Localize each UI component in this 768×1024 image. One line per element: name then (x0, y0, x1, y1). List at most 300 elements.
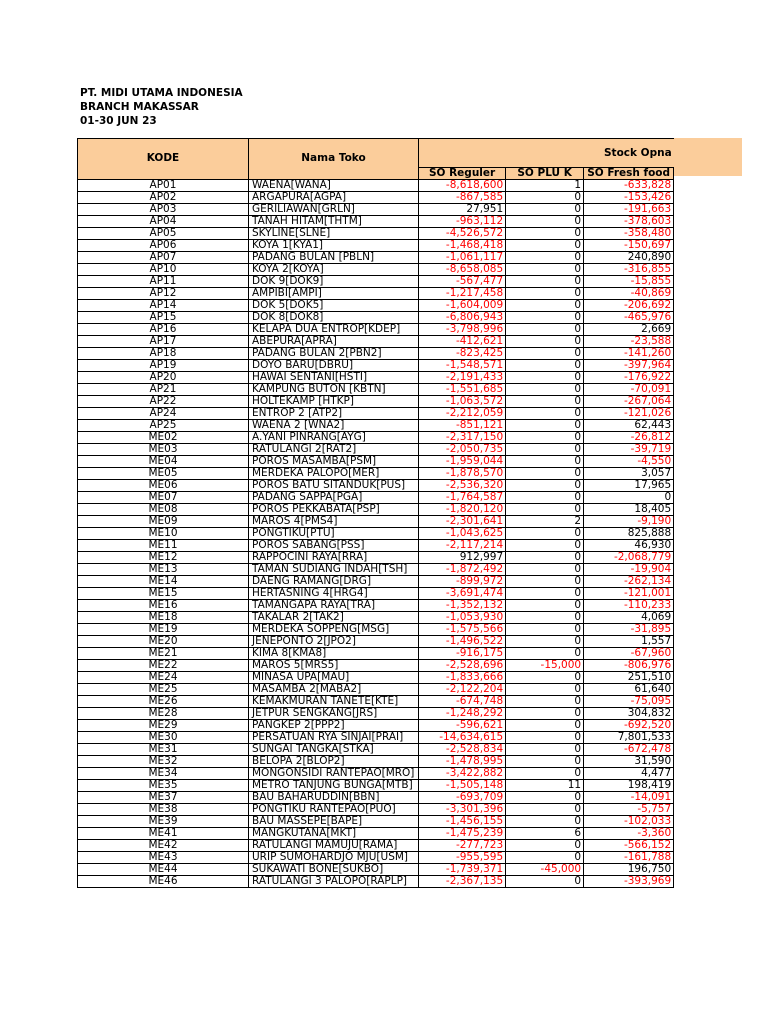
cell-so-plu-k: 0 (506, 587, 584, 599)
cell-so-fresh-food: 18,405 (584, 503, 674, 515)
cell-so-fresh-food: 0 (584, 491, 674, 503)
table-row (78, 611, 674, 623)
cell-so-fresh-food: -378,603 (584, 215, 674, 227)
table-row (78, 383, 674, 395)
cell-nama-toko: RATULANGI MAMUJU[RAMA] (249, 839, 419, 851)
cell-so-plu-k: 0 (506, 419, 584, 431)
table-row (78, 311, 674, 323)
cell-so-plu-k: 6 (506, 827, 584, 839)
cell-kode: AP15 (78, 311, 249, 323)
cell-so-reguler: -1,053,930 (419, 611, 506, 623)
cell-nama-toko: TAKALAR 2[TAK2] (249, 611, 419, 623)
cell-so-reguler: -1,820,120 (419, 503, 506, 515)
cell-kode: ME35 (78, 779, 249, 791)
table-row (78, 659, 674, 671)
cell-so-reguler: -1,043,625 (419, 527, 506, 539)
cell-nama-toko: BAU MASSEPE[BAPE] (249, 815, 419, 827)
cell-so-reguler: -2,301,641 (419, 515, 506, 527)
cell-so-reguler: -916,175 (419, 647, 506, 659)
cell-kode: ME21 (78, 647, 249, 659)
table-row (78, 551, 674, 563)
cell-so-plu-k: 0 (506, 503, 584, 515)
cell-so-fresh-food: -153,426 (584, 191, 674, 203)
cell-kode: ME46 (78, 875, 249, 887)
cell-kode: ME06 (78, 479, 249, 491)
table-row (78, 359, 674, 371)
cell-so-reguler: -823,425 (419, 347, 506, 359)
cell-nama-toko: A.YANI PINRANG[AYG] (249, 431, 419, 443)
table-row (78, 179, 674, 191)
cell-so-fresh-food: 196,750 (584, 863, 674, 875)
cell-kode: ME14 (78, 575, 249, 587)
cell-so-plu-k: 0 (506, 755, 584, 767)
cell-kode: AP24 (78, 407, 249, 419)
cell-so-fresh-food: -2,068,779 (584, 551, 674, 563)
cell-kode: AP19 (78, 359, 249, 371)
cell-nama-toko: AMPIBI[AMPI] (249, 287, 419, 299)
cell-so-reguler: -1,575,566 (419, 623, 506, 635)
table-row (78, 827, 674, 839)
cell-so-plu-k: 0 (506, 767, 584, 779)
cell-nama-toko: PADANG BULAN 2[PBN2] (249, 347, 419, 359)
cell-kode: AP04 (78, 215, 249, 227)
cell-kode: AP05 (78, 227, 249, 239)
company-name: PT. MIDI UTAMA INDONESIA (80, 87, 243, 99)
cell-nama-toko: PADANG SAPPA[PGA] (249, 491, 419, 503)
cell-kode: AP02 (78, 191, 249, 203)
cell-so-plu-k: 0 (506, 239, 584, 251)
table-row (78, 647, 674, 659)
cell-so-plu-k: 0 (506, 347, 584, 359)
cell-so-fresh-food: -70,091 (584, 383, 674, 395)
cell-so-plu-k: 0 (506, 791, 584, 803)
cell-so-reguler: -1,456,155 (419, 815, 506, 827)
cell-kode: ME09 (78, 515, 249, 527)
table-row (78, 575, 674, 587)
cell-so-reguler: -867,585 (419, 191, 506, 203)
cell-nama-toko: POROS MASAMBA[PSM] (249, 455, 419, 467)
cell-so-fresh-food: -9,190 (584, 515, 674, 527)
cell-so-fresh-food: 31,590 (584, 755, 674, 767)
cell-so-plu-k: 0 (506, 455, 584, 467)
cell-so-reguler: -2,191,433 (419, 371, 506, 383)
cell-nama-toko: SKYLINE[SLNE] (249, 227, 419, 239)
cell-nama-toko: KOYA 2[KOYA] (249, 263, 419, 275)
cell-so-reguler: -693,709 (419, 791, 506, 803)
cell-kode: ME05 (78, 467, 249, 479)
cell-so-reguler: -277,723 (419, 839, 506, 851)
cell-so-reguler: -1,478,995 (419, 755, 506, 767)
cell-nama-toko: SUNGAI TANGKA[STKA] (249, 743, 419, 755)
cell-so-fresh-food: -67,960 (584, 647, 674, 659)
cell-so-reguler: -2,528,696 (419, 659, 506, 671)
cell-so-plu-k: 0 (506, 647, 584, 659)
cell-so-reguler: -2,117,214 (419, 539, 506, 551)
report-period: 01-30 JUN 23 (80, 115, 157, 127)
cell-so-fresh-food: -5,757 (584, 803, 674, 815)
cell-nama-toko: KOYA 1[KYA1] (249, 239, 419, 251)
table-row (78, 479, 674, 491)
cell-nama-toko: URIP SUMOHARDJO MJU[USM] (249, 851, 419, 863)
cell-so-reguler: -1,959,044 (419, 455, 506, 467)
cell-kode: AP10 (78, 263, 249, 275)
cell-nama-toko: KIMA 8[KMA8] (249, 647, 419, 659)
cell-so-fresh-food: -692,520 (584, 719, 674, 731)
table-row (78, 515, 674, 527)
cell-so-plu-k: 0 (506, 323, 584, 335)
cell-so-plu-k: 0 (506, 467, 584, 479)
cell-so-plu-k: 0 (506, 227, 584, 239)
table-row (78, 755, 674, 767)
table-row (78, 671, 674, 683)
cell-nama-toko: HOLTEKAMP [HTKP] (249, 395, 419, 407)
table-row (78, 335, 674, 347)
cell-nama-toko: POROS BATU SITANDUK[PUS] (249, 479, 419, 491)
column-header-so-reguler: SO Reguler (419, 168, 506, 180)
cell-so-fresh-food: 4,477 (584, 767, 674, 779)
table-row (78, 215, 674, 227)
table-row (78, 851, 674, 863)
cell-kode: AP14 (78, 299, 249, 311)
cell-so-plu-k: 0 (506, 851, 584, 863)
cell-kode: AP11 (78, 275, 249, 287)
cell-so-plu-k: 0 (506, 611, 584, 623)
cell-kode: ME03 (78, 443, 249, 455)
table-row (78, 347, 674, 359)
cell-nama-toko: TANAH HITAM[THTM] (249, 215, 419, 227)
cell-nama-toko: MAROS 4[PMS4] (249, 515, 419, 527)
cell-so-reguler: -1,468,418 (419, 239, 506, 251)
cell-kode: ME07 (78, 491, 249, 503)
table-row (78, 443, 674, 455)
table-row (78, 599, 674, 611)
cell-kode: ME34 (78, 767, 249, 779)
cell-so-reguler: -1,878,570 (419, 467, 506, 479)
cell-nama-toko: KEMAKMURAN TANETE[KTE] (249, 695, 419, 707)
cell-so-reguler: -851,121 (419, 419, 506, 431)
cell-kode: ME10 (78, 527, 249, 539)
cell-so-fresh-food: 304,832 (584, 707, 674, 719)
cell-so-reguler: -2,528,834 (419, 743, 506, 755)
table-row (78, 719, 674, 731)
cell-kode: ME22 (78, 659, 249, 671)
column-header-so-plu-k: SO PLU K (506, 168, 584, 180)
table-row (78, 695, 674, 707)
cell-so-plu-k: 0 (506, 443, 584, 455)
cell-nama-toko: JETPUR SENGKANG[JRS] (249, 707, 419, 719)
table-row (78, 503, 674, 515)
cell-nama-toko: JENEPONTO 2[JPO2] (249, 635, 419, 647)
table-row (78, 803, 674, 815)
cell-so-fresh-food: -150,697 (584, 239, 674, 251)
cell-so-reguler: -1,548,571 (419, 359, 506, 371)
cell-so-plu-k: 0 (506, 335, 584, 347)
cell-so-fresh-food: -465,976 (584, 311, 674, 323)
group-header-stock-opname: Stock Opna (419, 139, 674, 168)
cell-so-plu-k: 0 (506, 527, 584, 539)
cell-kode: ME15 (78, 587, 249, 599)
cell-so-plu-k: 0 (506, 491, 584, 503)
cell-so-reguler: -4,526,572 (419, 227, 506, 239)
cell-so-plu-k: 0 (506, 371, 584, 383)
cell-so-reguler: -1,475,239 (419, 827, 506, 839)
cell-so-plu-k: 0 (506, 299, 584, 311)
cell-kode: AP16 (78, 323, 249, 335)
cell-so-fresh-food: -206,692 (584, 299, 674, 311)
branch-name: BRANCH MAKASSAR (80, 101, 199, 113)
table-row (78, 467, 674, 479)
table-row (78, 455, 674, 467)
cell-so-fresh-food: 4,069 (584, 611, 674, 623)
cell-kode: AP18 (78, 347, 249, 359)
cell-kode: ME24 (78, 671, 249, 683)
cell-so-plu-k: 0 (506, 263, 584, 275)
cell-so-plu-k: 0 (506, 479, 584, 491)
cell-so-reguler: -3,422,882 (419, 767, 506, 779)
cell-kode: ME28 (78, 707, 249, 719)
cell-nama-toko: MERDEKA PALOPO[MER] (249, 467, 419, 479)
cell-so-plu-k: 0 (506, 623, 584, 635)
cell-so-reguler: -2,212,059 (419, 407, 506, 419)
column-header-kode: KODE (78, 139, 249, 180)
cell-nama-toko: METRO TANJUNG BUNGA[MTB] (249, 779, 419, 791)
cell-nama-toko: WAENA 2 [WNA2] (249, 419, 419, 431)
cell-so-fresh-food: -262,134 (584, 575, 674, 587)
cell-so-plu-k: 0 (506, 191, 584, 203)
column-header-nama-toko: Nama Toko (249, 139, 419, 180)
cell-so-reguler: -1,217,458 (419, 287, 506, 299)
cell-so-plu-k: 0 (506, 311, 584, 323)
cell-so-reguler: -1,833,666 (419, 671, 506, 683)
cell-nama-toko: DOK 5[DOK5] (249, 299, 419, 311)
cell-kode: ME31 (78, 743, 249, 755)
cell-so-plu-k: 0 (506, 275, 584, 287)
cell-so-reguler: -2,536,320 (419, 479, 506, 491)
cell-so-reguler: -2,122,204 (419, 683, 506, 695)
cell-so-fresh-food: 46,930 (584, 539, 674, 551)
cell-so-plu-k: 0 (506, 287, 584, 299)
cell-kode: ME37 (78, 791, 249, 803)
cell-so-fresh-food: 61,640 (584, 683, 674, 695)
cell-so-plu-k: 0 (506, 251, 584, 263)
cell-nama-toko: WAENA[WANA] (249, 179, 419, 191)
cell-nama-toko: MANGKUTANA[MKT] (249, 827, 419, 839)
cell-so-plu-k: 0 (506, 407, 584, 419)
cell-kode: ME43 (78, 851, 249, 863)
cell-so-reguler: -2,317,150 (419, 431, 506, 443)
cell-so-reguler: -412,621 (419, 335, 506, 347)
table-row (78, 875, 674, 887)
cell-so-plu-k: 11 (506, 779, 584, 791)
cell-so-plu-k: -45,000 (506, 863, 584, 875)
cell-so-reguler: -1,505,148 (419, 779, 506, 791)
cell-nama-toko: PANGKEP 2[PPP2] (249, 719, 419, 731)
cell-nama-toko: ABEPURA[APRA] (249, 335, 419, 347)
cell-so-plu-k: 0 (506, 359, 584, 371)
cell-so-reguler: -8,658,085 (419, 263, 506, 275)
cell-kode: ME08 (78, 503, 249, 515)
stock-opname-table (77, 138, 674, 888)
table-row (78, 839, 674, 851)
cell-so-reguler: 912,997 (419, 551, 506, 563)
cell-so-reguler: -674,748 (419, 695, 506, 707)
table-row (78, 191, 674, 203)
cell-so-fresh-food: -393,969 (584, 875, 674, 887)
cell-kode: ME25 (78, 683, 249, 695)
cell-so-plu-k: 1 (506, 179, 584, 191)
table-row (78, 767, 674, 779)
cell-so-plu-k: 0 (506, 743, 584, 755)
cell-kode: AP12 (78, 287, 249, 299)
cell-so-fresh-food: -397,964 (584, 359, 674, 371)
cell-kode: ME39 (78, 815, 249, 827)
table-row (78, 587, 674, 599)
table-row (78, 707, 674, 719)
cell-kode: ME32 (78, 755, 249, 767)
cell-nama-toko: KELAPA DUA ENTROP[KDEP] (249, 323, 419, 335)
cell-so-plu-k: 0 (506, 539, 584, 551)
cell-so-fresh-food: -110,233 (584, 599, 674, 611)
cell-nama-toko: BELOPA 2[BLOP2] (249, 755, 419, 767)
cell-kode: ME38 (78, 803, 249, 815)
cell-so-reguler: -1,496,522 (419, 635, 506, 647)
cell-so-fresh-food: 7,801,533 (584, 731, 674, 743)
cell-so-fresh-food: -633,828 (584, 179, 674, 191)
cell-nama-toko: MONGONSIDI RANTEPAO[MRO] (249, 767, 419, 779)
cell-so-reguler: -3,798,996 (419, 323, 506, 335)
cell-kode: AP17 (78, 335, 249, 347)
cell-so-plu-k: 0 (506, 575, 584, 587)
cell-nama-toko: BAU BAHARUDDIN[BBN] (249, 791, 419, 803)
table-body (78, 179, 674, 887)
cell-so-fresh-food: -806,976 (584, 659, 674, 671)
cell-so-plu-k: 0 (506, 707, 584, 719)
cell-kode: ME26 (78, 695, 249, 707)
cell-nama-toko: DOK 8[DOK8] (249, 311, 419, 323)
table-row (78, 287, 674, 299)
table-row (78, 791, 674, 803)
cell-kode: ME29 (78, 719, 249, 731)
cell-so-reguler: -14,634,615 (419, 731, 506, 743)
cell-so-fresh-food: -14,091 (584, 791, 674, 803)
cell-so-plu-k: 0 (506, 215, 584, 227)
cell-nama-toko: POROS SABANG[PSS] (249, 539, 419, 551)
cell-nama-toko: HAWAI SENTANI[HSTI] (249, 371, 419, 383)
cell-nama-toko: RAPPOCINI RAYA[RRA] (249, 551, 419, 563)
table-row (78, 419, 674, 431)
cell-so-fresh-food: 2,669 (584, 323, 674, 335)
cell-so-plu-k: 0 (506, 551, 584, 563)
cell-so-plu-k: 0 (506, 671, 584, 683)
cell-so-reguler: 27,951 (419, 203, 506, 215)
table-row (78, 779, 674, 791)
cell-so-reguler: -3,301,396 (419, 803, 506, 815)
cell-kode: ME30 (78, 731, 249, 743)
cell-so-fresh-food: -23,588 (584, 335, 674, 347)
cell-so-fresh-food: -358,480 (584, 227, 674, 239)
cell-so-fresh-food: 825,888 (584, 527, 674, 539)
cell-nama-toko: MAROS 5[MRS5] (249, 659, 419, 671)
cell-so-fresh-food: 62,443 (584, 419, 674, 431)
cell-nama-toko: MINASA UPA[MAU] (249, 671, 419, 683)
cell-nama-toko: PADANG BULAN [PBLN] (249, 251, 419, 263)
table-row (78, 815, 674, 827)
column-header-so-fresh-food: SO Fresh food (584, 168, 674, 180)
cell-kode: AP01 (78, 179, 249, 191)
cell-so-plu-k: 0 (506, 383, 584, 395)
cell-so-reguler: -955,595 (419, 851, 506, 863)
cell-so-plu-k: 0 (506, 815, 584, 827)
table-row (78, 263, 674, 275)
table-row (78, 371, 674, 383)
cell-kode: AP25 (78, 419, 249, 431)
cell-so-reguler: -1,551,685 (419, 383, 506, 395)
table-row (78, 227, 674, 239)
cell-so-reguler: -1,061,117 (419, 251, 506, 263)
table-row (78, 623, 674, 635)
cell-nama-toko: TAMANGAPA RAYA[TRA] (249, 599, 419, 611)
cell-kode: AP03 (78, 203, 249, 215)
cell-so-fresh-food: 198,419 (584, 779, 674, 791)
cell-nama-toko: PERSATUAN RYA SINJAI[PRAI] (249, 731, 419, 743)
cell-kode: ME12 (78, 551, 249, 563)
cell-so-plu-k: 0 (506, 431, 584, 443)
cell-so-fresh-food: -31,895 (584, 623, 674, 635)
cell-so-fresh-food: -102,033 (584, 815, 674, 827)
cell-kode: ME18 (78, 611, 249, 623)
table-row (78, 239, 674, 251)
cell-so-reguler: -2,367,135 (419, 875, 506, 887)
table-row (78, 743, 674, 755)
cell-so-reguler: -1,764,587 (419, 491, 506, 503)
cell-so-reguler: -1,739,371 (419, 863, 506, 875)
cell-so-reguler: -2,050,735 (419, 443, 506, 455)
cell-so-fresh-food: -267,064 (584, 395, 674, 407)
cell-kode: AP20 (78, 371, 249, 383)
cell-so-plu-k: 0 (506, 599, 584, 611)
cell-so-plu-k: 0 (506, 695, 584, 707)
table-row (78, 527, 674, 539)
table-row (78, 563, 674, 575)
cell-kode: ME11 (78, 539, 249, 551)
cell-so-reguler: -567,477 (419, 275, 506, 287)
cell-nama-toko: DAENG RAMANG[DRG] (249, 575, 419, 587)
table-row (78, 635, 674, 647)
cell-so-fresh-food: -161,788 (584, 851, 674, 863)
cell-nama-toko: ENTROP 2 [ATP2] (249, 407, 419, 419)
cell-nama-toko: SUKAWATI BONE[SUKBO] (249, 863, 419, 875)
table-row (78, 323, 674, 335)
cell-so-fresh-food: -26,812 (584, 431, 674, 443)
cell-so-fresh-food: 17,965 (584, 479, 674, 491)
cell-kode: ME02 (78, 431, 249, 443)
cell-so-plu-k: 0 (506, 395, 584, 407)
table-row (78, 539, 674, 551)
cell-kode: ME20 (78, 635, 249, 647)
table-row (78, 731, 674, 743)
cell-nama-toko: GERILIAWAN[GRLN] (249, 203, 419, 215)
cell-nama-toko: POROS PEKKABATA[PSP] (249, 503, 419, 515)
cell-nama-toko: DOYO BARU[DBRU] (249, 359, 419, 371)
cell-nama-toko: HERTASNING 4[HRG4] (249, 587, 419, 599)
cell-so-reguler: -1,872,492 (419, 563, 506, 575)
cell-so-fresh-food: 3,057 (584, 467, 674, 479)
table-row (78, 299, 674, 311)
cell-so-fresh-food: 251,510 (584, 671, 674, 683)
cell-so-fresh-food: -191,663 (584, 203, 674, 215)
cell-nama-toko: PONGTIKU[PTU] (249, 527, 419, 539)
table-row (78, 491, 674, 503)
